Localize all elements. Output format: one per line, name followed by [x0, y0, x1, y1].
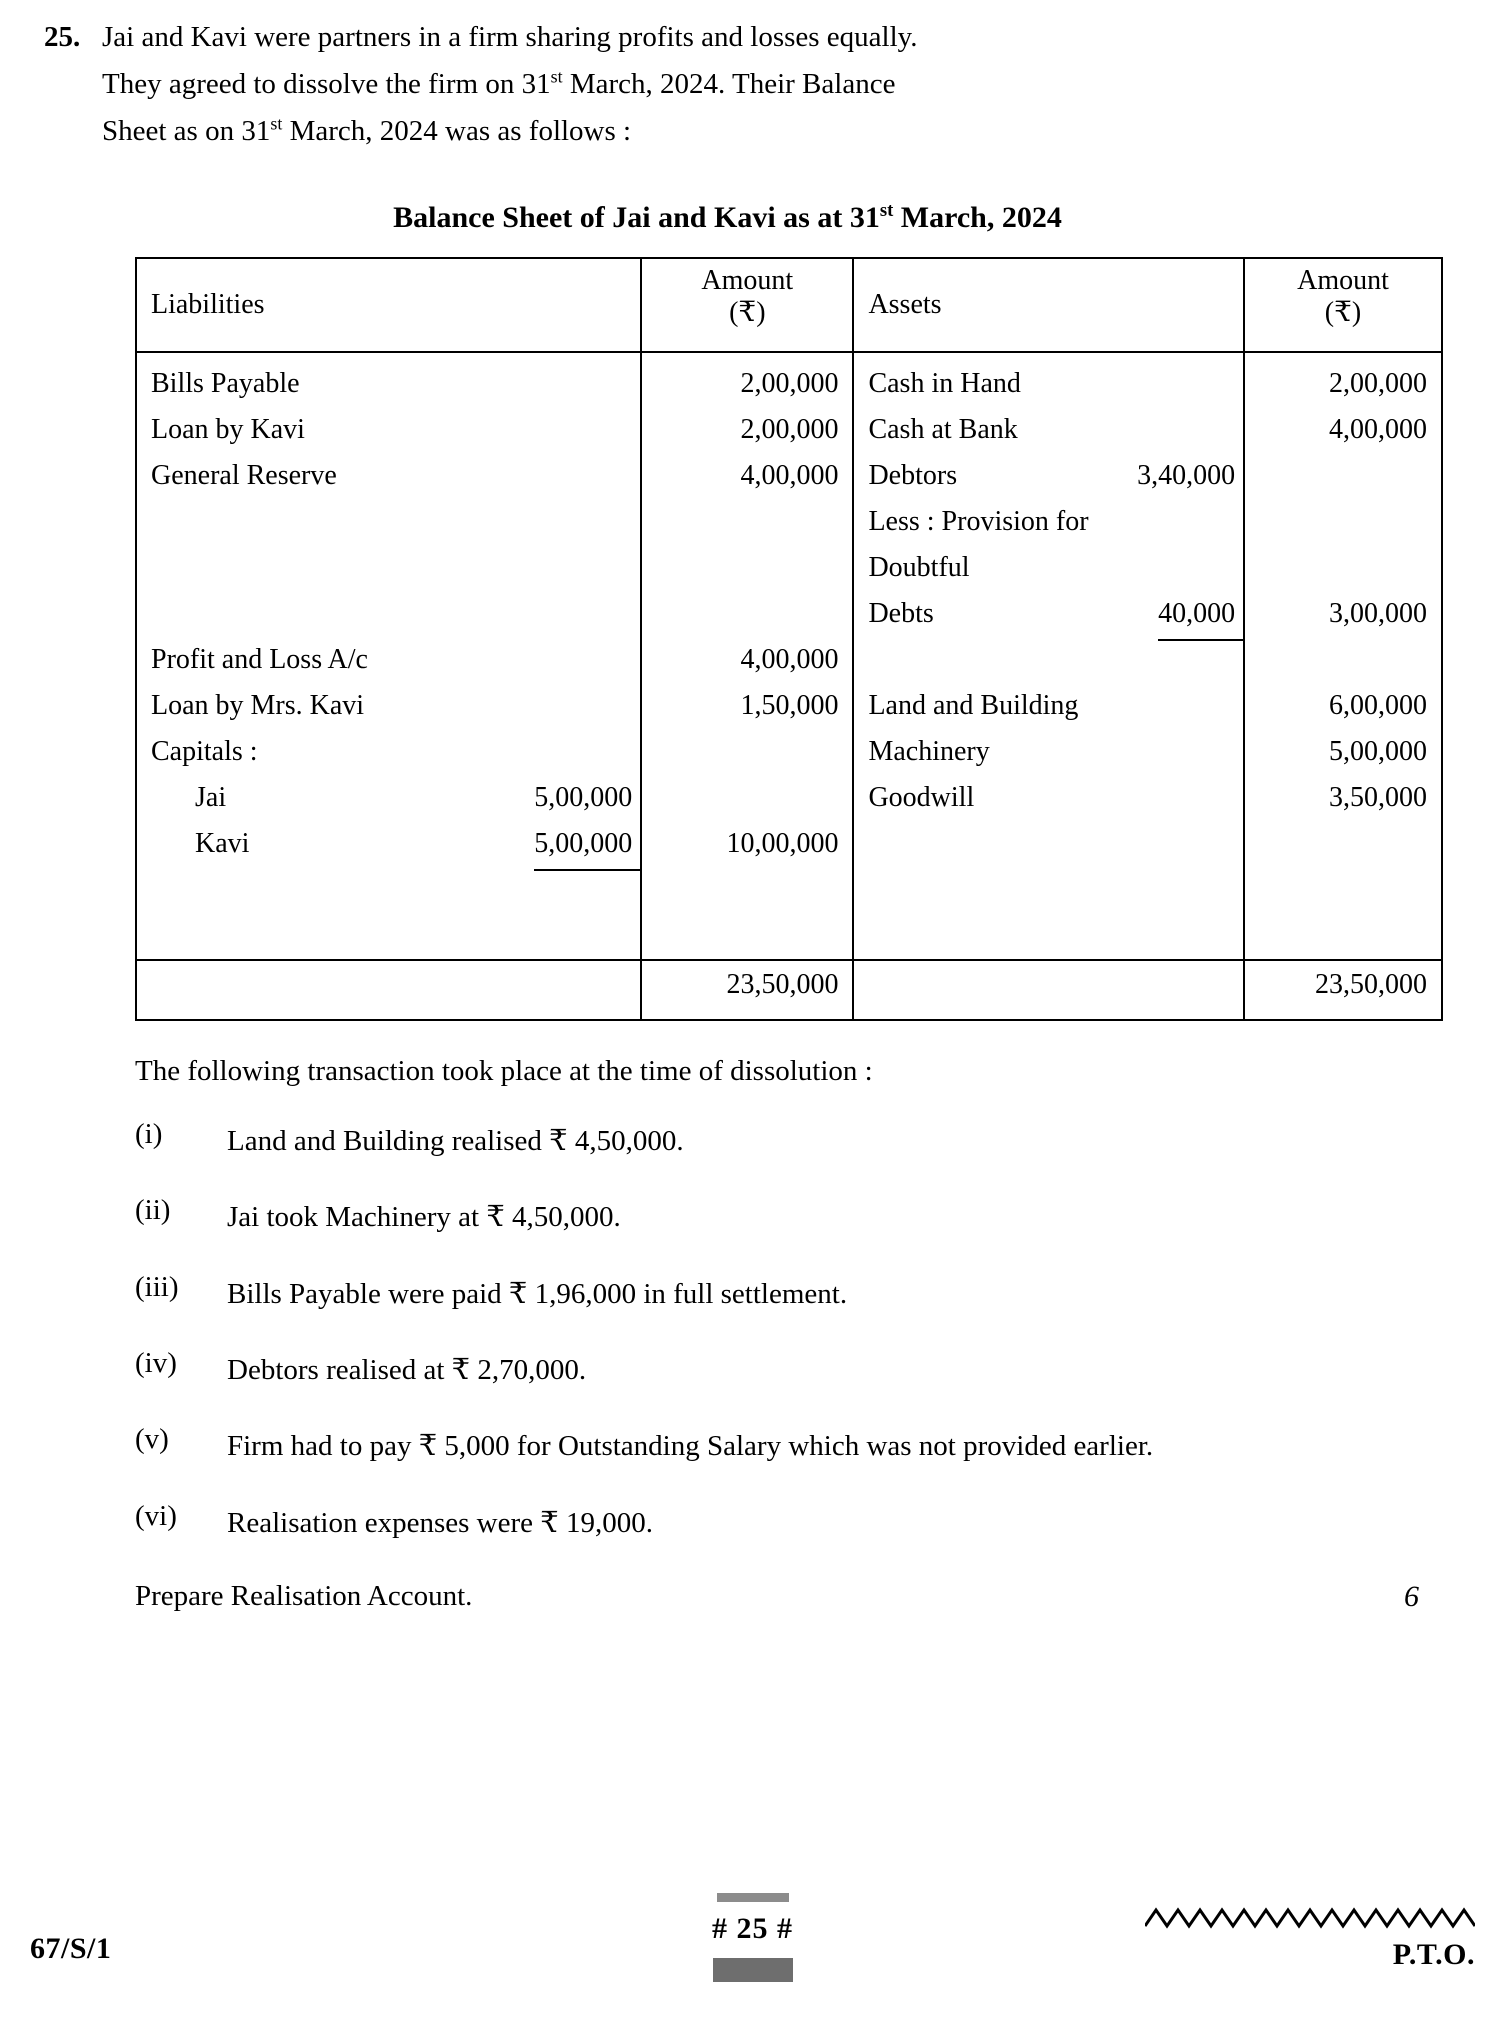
spacer-line	[137, 867, 640, 913]
ordinal-suffix: st	[550, 66, 563, 87]
transactions-section	[30, 1055, 1465, 1614]
prepare-instruction: Prepare Realisation Account.	[135, 1580, 473, 1613]
capital-name: Kavi	[195, 827, 250, 859]
spacer-line	[642, 729, 852, 775]
question-line-2: They agreed to dissolve the firm on 31st March, 2024. Their Balance	[102, 66, 896, 100]
transactions-list	[135, 1118, 1425, 1546]
debtors-net-amount: 3,00,000	[1329, 597, 1427, 629]
item-text: Debtors realised at ₹ 2,70,000.	[227, 1354, 587, 1387]
capital-row-kavi	[137, 821, 640, 867]
totals-rule	[137, 959, 640, 1019]
debtors-row	[854, 453, 1243, 499]
capital-value: 5,00,000	[534, 821, 640, 871]
item-marker: (iii)	[135, 1270, 179, 1303]
item-text: Realisation expenses were ₹ 19,000.	[227, 1506, 653, 1539]
provision-line-1: Less : Provision for	[868, 505, 1089, 537]
spacer-line	[1245, 499, 1441, 545]
spacer-line	[642, 867, 852, 913]
item-marker: (vi)	[135, 1499, 177, 1532]
list-item: Land and Building	[868, 689, 1079, 721]
capital-value: 5,00,000	[534, 781, 633, 813]
list-item: Capitals :	[151, 735, 258, 767]
total-assets: 23,50,000	[1315, 968, 1427, 1000]
list-item: Cash at Bank	[868, 413, 1018, 445]
list-item: General Reserve	[151, 459, 337, 491]
amount-value: 4,00,000	[740, 643, 839, 675]
spacer-line	[137, 591, 640, 637]
provision-value: 40,000	[1158, 591, 1243, 641]
liabilities-amount-cell	[641, 352, 853, 1020]
balance-sheet-wrapper	[30, 257, 1465, 1021]
table-header-row	[136, 258, 1442, 352]
list-item	[135, 1347, 1425, 1393]
list-item	[135, 1423, 1425, 1469]
list-item: Cash in Hand	[868, 367, 1021, 399]
item-marker: (iv)	[135, 1347, 177, 1380]
page-footer	[0, 1872, 1505, 1982]
item-marker: (i)	[135, 1117, 163, 1150]
capital-row-jai	[137, 775, 640, 821]
header-amount-assets: Amount (₹)	[1244, 258, 1442, 352]
prepare-row	[135, 1580, 1425, 1614]
item-marker: (v)	[135, 1423, 169, 1456]
spacer-line	[854, 821, 1243, 867]
totals-rule	[1245, 959, 1441, 1019]
squiggle-icon	[1145, 1906, 1475, 1932]
balance-sheet-caption: Balance Sheet of Jai and Kavi as at 31st March, 2024	[393, 199, 1062, 234]
list-item: Machinery	[868, 735, 990, 767]
assets-amount-cell	[1244, 352, 1442, 1020]
assets-cell	[853, 352, 1244, 1020]
provision-line-3	[854, 591, 1243, 637]
spacer-line	[1245, 453, 1441, 499]
question-text	[102, 14, 1465, 155]
list-item: Profit and Loss A/c	[151, 643, 368, 675]
question-number: 25.	[44, 21, 81, 53]
header-amount-liabilities: Amount (₹)	[641, 258, 853, 352]
capital-name: Jai	[195, 781, 227, 813]
total-liabilities: 23,50,000	[726, 968, 839, 1000]
spacer-line	[854, 867, 1243, 913]
list-item	[135, 1500, 1425, 1546]
spacer-line	[642, 775, 852, 821]
table-body-row	[136, 352, 1442, 1020]
item-text: Bills Payable were paid ₹ 1,96,000 in full settlement.	[227, 1277, 848, 1310]
list-item	[135, 1194, 1425, 1240]
item-text: Land and Building realised ₹ 4,50,000.	[227, 1124, 684, 1157]
item-text: Jai took Machinery at ₹ 4,50,000.	[227, 1201, 621, 1234]
spacer-line	[642, 591, 852, 637]
spacer-line	[137, 499, 640, 545]
amount-value: 4,00,000	[740, 459, 839, 491]
pto-group	[1145, 1906, 1475, 1972]
amount-value: 1,50,000	[740, 689, 839, 721]
spacer-line	[854, 913, 1243, 959]
marker-bar-top-icon	[717, 1893, 789, 1902]
marks-value: 6	[1404, 1580, 1419, 1614]
capital-total: 10,00,000	[726, 827, 839, 859]
spacer-line	[642, 545, 852, 591]
question-block	[30, 14, 1465, 155]
totals-label-blank	[137, 961, 640, 1019]
transactions-intro: The following transaction took place at the time of dissolution :	[135, 1054, 873, 1087]
header-liabilities: Liabilities	[136, 258, 641, 352]
list-item: Loan by Mrs. Kavi	[151, 689, 365, 721]
ordinal-suffix: st	[270, 113, 283, 134]
provision-label: Debts	[868, 597, 934, 629]
spacer-line	[1245, 913, 1441, 959]
spacer-line	[642, 499, 852, 545]
paper-code: 67/S/1	[30, 1932, 112, 1965]
ordinal-suffix: st	[879, 199, 894, 221]
spacer-line	[1245, 637, 1441, 683]
item-marker: (ii)	[135, 1194, 171, 1227]
amount-value: 5,00,000	[1329, 735, 1427, 767]
totals-rule	[642, 959, 852, 1019]
question-line-1: Jai and Kavi were partners in a firm sharing profits and losses equally.	[102, 21, 918, 53]
totals-label-blank	[854, 961, 1243, 1019]
spacer-line	[642, 913, 852, 959]
question-marker: # 25 #	[712, 1912, 793, 1945]
liabilities-cell	[136, 352, 641, 1020]
list-item-label: Debtors	[868, 459, 958, 491]
balance-sheet-table	[135, 257, 1443, 1021]
amount-value: 3,50,000	[1329, 781, 1427, 813]
spacer-line	[854, 637, 1243, 683]
list-item: Loan by Kavi	[151, 413, 305, 445]
list-item: Goodwill	[868, 781, 975, 813]
pto-label: P.T.O.	[1392, 1938, 1475, 1971]
list-item: Bills Payable	[151, 367, 300, 399]
amount-value: 2,00,000	[1329, 367, 1427, 399]
question-line-3: Sheet as on 31st March, 2024 was as follows :	[102, 113, 632, 147]
spacer-line	[1245, 821, 1441, 867]
list-item	[135, 1271, 1425, 1317]
item-text: Firm had to pay ₹ 5,000 for Outstanding Salary which was not provided earlier.	[227, 1430, 1154, 1463]
amount-value: 2,00,000	[740, 413, 839, 445]
amount-value: 6,00,000	[1329, 689, 1427, 721]
provision-line-2: Doubtful	[868, 551, 970, 583]
debtors-gross: 3,40,000	[1137, 459, 1236, 491]
amount-value: 2,00,000	[740, 367, 839, 399]
amount-value: 4,00,000	[1329, 413, 1427, 445]
spacer-line	[1245, 867, 1441, 913]
spacer-line	[137, 545, 640, 591]
header-assets: Assets	[853, 258, 1244, 352]
totals-rule	[854, 959, 1243, 1019]
marker-bar-bottom-icon	[713, 1958, 793, 1982]
list-item	[135, 1118, 1425, 1164]
spacer-line	[1245, 545, 1441, 591]
spacer-line	[137, 913, 640, 959]
